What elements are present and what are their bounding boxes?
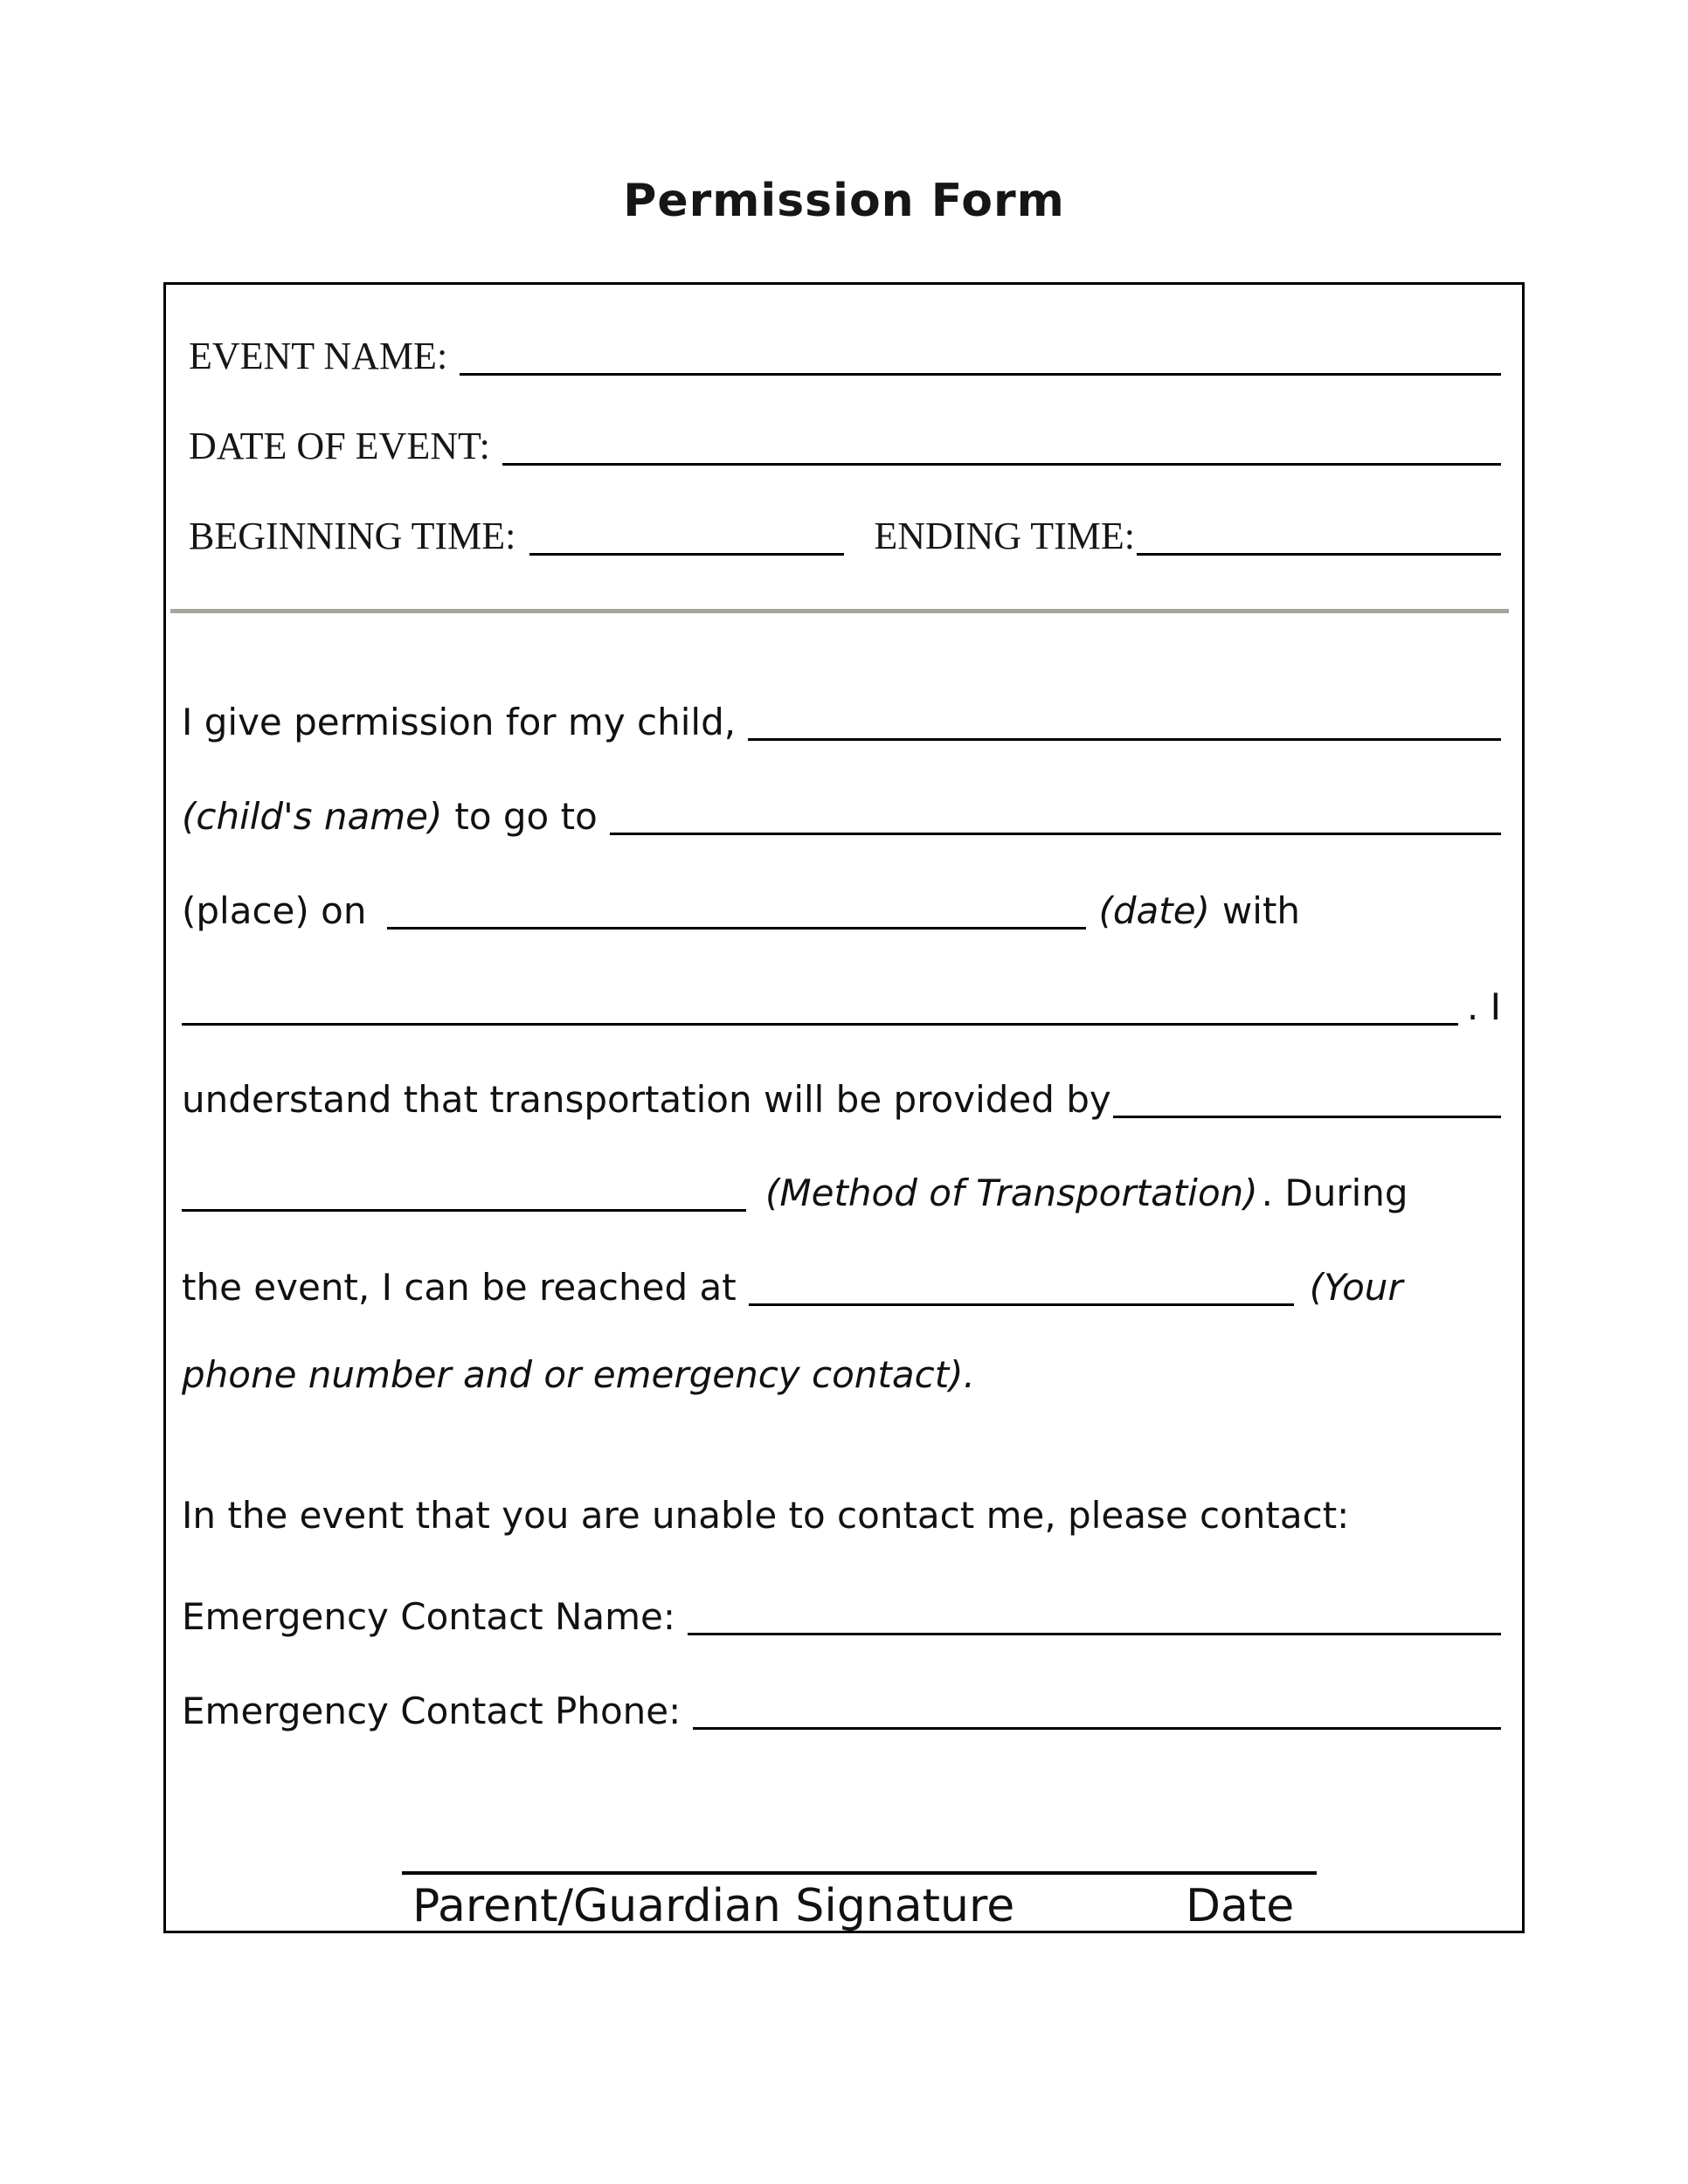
during-text: . During xyxy=(1261,1171,1408,1214)
times-row xyxy=(189,507,1501,556)
with-text: with xyxy=(1221,889,1301,932)
ending-time-field[interactable] xyxy=(1137,543,1501,556)
beginning-time-label: BEGINNING TIME: xyxy=(189,515,516,557)
ending-time-label: ENDING TIME: xyxy=(874,515,1135,557)
form-box xyxy=(163,282,1525,1933)
method-of-transportation-hint: (Method of Transportation) xyxy=(765,1171,1258,1214)
transportation-field-end[interactable] xyxy=(182,1199,746,1212)
signature-date-label: Date xyxy=(1186,1880,1295,1932)
signature-field[interactable] xyxy=(402,1871,1317,1875)
event-name-row xyxy=(189,327,1501,376)
emergency-name-field[interactable] xyxy=(688,1622,1501,1635)
child-name-field[interactable] xyxy=(748,728,1501,741)
emergency-phone-label: Emergency Contact Phone: xyxy=(182,1690,681,1732)
period-i-text: . I xyxy=(1466,985,1501,1028)
phone-field[interactable] xyxy=(749,1293,1294,1306)
body-line-5 xyxy=(182,1073,1501,1121)
to-go-to-text: to go to xyxy=(454,795,598,838)
body-line-6 xyxy=(182,1166,1501,1212)
body-line-2 xyxy=(182,790,1501,838)
place-on-text: (place) on xyxy=(182,889,367,932)
date-of-event-label: DATE OF EVENT: xyxy=(189,425,490,467)
transportation-field-start[interactable] xyxy=(1113,1105,1501,1118)
body-line-4 xyxy=(182,980,1501,1026)
date-field[interactable] xyxy=(387,916,1086,930)
emergency-name-label: Emergency Contact Name: xyxy=(182,1595,676,1638)
chaperone-field[interactable] xyxy=(182,1013,1458,1026)
phone-emergency-hint: phone number and or emergency contact). xyxy=(182,1353,975,1396)
emergency-phone-row xyxy=(182,1684,1501,1730)
emergency-name-row xyxy=(182,1590,1501,1638)
signature-label: Parent/Guardian Signature xyxy=(412,1880,1015,1932)
body-line-8 xyxy=(182,1348,1501,1396)
body-line-3 xyxy=(182,884,1501,930)
event-name-label: EVENT NAME: xyxy=(189,335,448,377)
place-field[interactable] xyxy=(610,822,1501,835)
permission-text: I give permission for my child, xyxy=(182,701,737,743)
date-of-event-row xyxy=(189,417,1501,466)
contact-intro-row xyxy=(182,1489,1501,1537)
child-name-hint: (child's name) xyxy=(182,795,443,838)
your-hint: (Your xyxy=(1309,1266,1403,1309)
body-line-1 xyxy=(182,695,1501,741)
date-hint: (date) xyxy=(1098,889,1210,932)
transportation-text: understand that transportation will be provided by xyxy=(182,1078,1111,1121)
date-of-event-field[interactable] xyxy=(502,453,1501,466)
body-line-7 xyxy=(182,1261,1501,1309)
section-divider xyxy=(170,609,1509,613)
emergency-phone-field[interactable] xyxy=(693,1717,1501,1730)
beginning-time-field[interactable] xyxy=(529,543,844,556)
page-title: Permission Form xyxy=(623,175,1065,227)
event-name-field[interactable] xyxy=(460,363,1501,376)
contact-intro-text: In the event that you are unable to contact me, please contact: xyxy=(182,1494,1350,1537)
reached-at-text: the event, I can be reached at xyxy=(182,1266,737,1309)
